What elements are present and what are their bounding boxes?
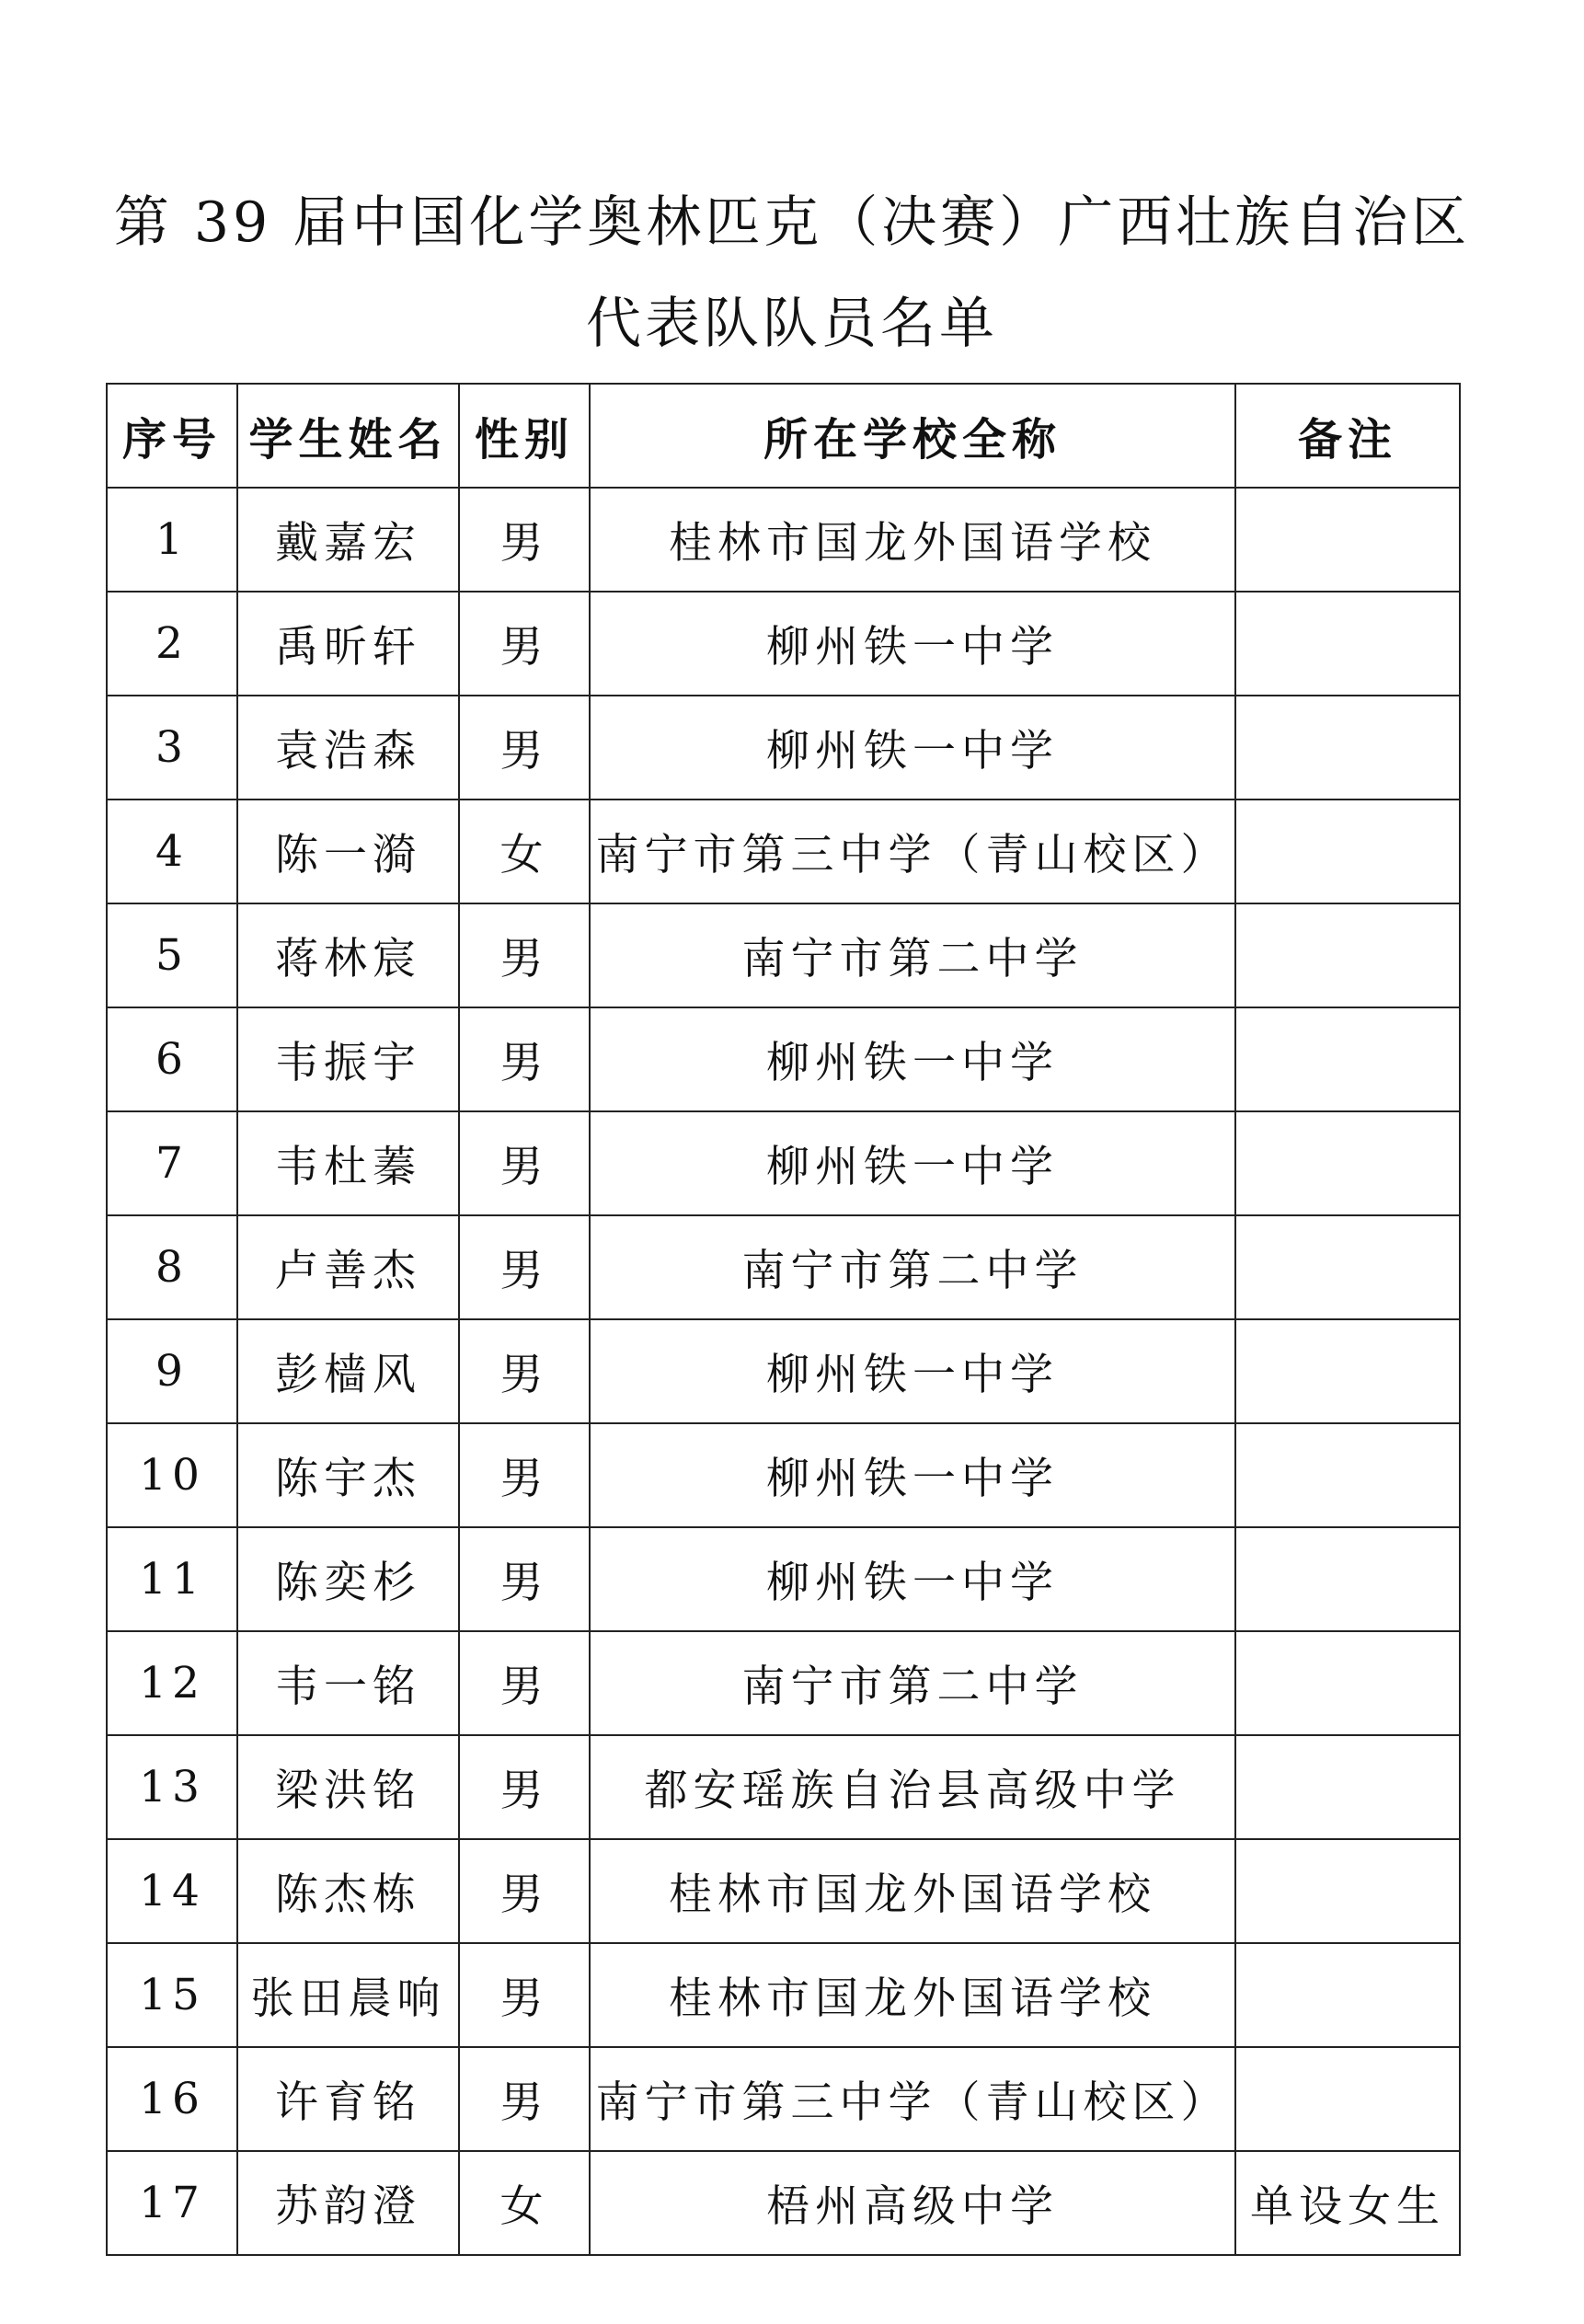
roster-table [106,383,1461,2256]
cell-gender: 男 [459,2047,590,2151]
table-row [107,1215,1460,1319]
cell-gender: 男 [459,1111,590,1215]
cell-school: 柳州铁一中学 [590,1319,1235,1423]
cell-gender: 男 [459,1943,590,2047]
cell-gender: 男 [459,696,590,800]
cell-no: 16 [107,2047,237,2151]
cell-no: 13 [107,1735,237,1839]
cell-note: 单设女生 [1235,2151,1460,2255]
cell-gender: 男 [459,1735,590,1839]
cell-note [1235,488,1460,592]
cell-gender: 男 [459,1007,590,1111]
cell-gender: 男 [459,592,590,696]
document-title-line-2: 代表队队员名单 [586,292,998,356]
table-row [107,1839,1460,1943]
cell-name: 韦一铭 [237,1631,459,1735]
cell-name: 袁浩森 [237,696,459,800]
cell-school: 柳州铁一中学 [590,592,1235,696]
table-row [107,1631,1460,1735]
cell-name: 陈杰栋 [237,1839,459,1943]
table-header-row [107,384,1460,488]
table-row [107,1527,1460,1631]
cell-name: 陈宇杰 [237,1423,459,1527]
cell-note [1235,1631,1460,1735]
cell-gender: 女 [459,800,590,903]
cell-no: 4 [107,800,237,903]
cell-no: 14 [107,1839,237,1943]
table-row [107,1319,1460,1423]
table-row [107,592,1460,696]
table-row [107,1735,1460,1839]
cell-note [1235,800,1460,903]
cell-gender: 男 [459,1839,590,1943]
cell-no: 10 [107,1423,237,1527]
cell-school: 柳州铁一中学 [590,1111,1235,1215]
table-row [107,1423,1460,1527]
table-row [107,2151,1460,2255]
cell-no: 3 [107,696,237,800]
cell-gender: 男 [459,903,590,1007]
cell-note [1235,1423,1460,1527]
document-title-line-1: 第 39 届中国化学奥林匹克（决赛）广西壮族自治区 [113,190,1471,255]
table-row [107,903,1460,1007]
cell-name: 许育铭 [237,2047,459,2151]
cell-school: 南宁市第三中学（青山校区） [590,800,1235,903]
cell-name: 陈一漪 [237,800,459,903]
cell-no: 15 [107,1943,237,2047]
cell-note [1235,903,1460,1007]
cell-name: 卢善杰 [237,1215,459,1319]
cell-name: 蒋林宸 [237,903,459,1007]
cell-name: 禹昕轩 [237,592,459,696]
cell-school: 桂林市国龙外国语学校 [590,488,1235,592]
cell-school: 柳州铁一中学 [590,1527,1235,1631]
header-name: 学生姓名 [237,384,459,488]
cell-no: 1 [107,488,237,592]
cell-no: 6 [107,1007,237,1111]
cell-no: 17 [107,2151,237,2255]
cell-note [1235,1943,1460,2047]
header-school: 所在学校全称 [590,384,1235,488]
header-note: 备注 [1235,384,1460,488]
cell-gender: 男 [459,1423,590,1527]
cell-note [1235,1527,1460,1631]
cell-name: 韦杜蓁 [237,1111,459,1215]
cell-note [1235,1319,1460,1423]
cell-name: 戴嘉宏 [237,488,459,592]
cell-school: 柳州铁一中学 [590,696,1235,800]
cell-school: 都安瑶族自治县高级中学 [590,1735,1235,1839]
cell-no: 9 [107,1319,237,1423]
cell-school: 南宁市第二中学 [590,903,1235,1007]
cell-school: 梧州高级中学 [590,2151,1235,2255]
table-row [107,2047,1460,2151]
cell-note [1235,1839,1460,1943]
cell-school: 桂林市国龙外国语学校 [590,1943,1235,2047]
cell-note [1235,1735,1460,1839]
cell-gender: 女 [459,2151,590,2255]
cell-no: 5 [107,903,237,1007]
cell-school: 桂林市国龙外国语学校 [590,1839,1235,1943]
cell-school: 柳州铁一中学 [590,1007,1235,1111]
cell-name: 韦振宇 [237,1007,459,1111]
cell-note [1235,696,1460,800]
cell-no: 11 [107,1527,237,1631]
cell-no: 8 [107,1215,237,1319]
cell-note [1235,1007,1460,1111]
cell-note [1235,592,1460,696]
table-row [107,488,1460,592]
cell-school: 南宁市第三中学（青山校区） [590,2047,1235,2151]
cell-name: 彭樯风 [237,1319,459,1423]
cell-no: 7 [107,1111,237,1215]
table-row [107,1007,1460,1111]
table-row [107,1943,1460,2047]
header-no: 序号 [107,384,237,488]
cell-no: 12 [107,1631,237,1735]
table-row [107,1111,1460,1215]
cell-gender: 男 [459,1319,590,1423]
cell-gender: 男 [459,1631,590,1735]
cell-gender: 男 [459,488,590,592]
table-row [107,800,1460,903]
cell-name: 陈奕杉 [237,1527,459,1631]
table-row [107,696,1460,800]
cell-note [1235,1111,1460,1215]
cell-school: 南宁市第二中学 [590,1631,1235,1735]
cell-no: 2 [107,592,237,696]
cell-school: 南宁市第二中学 [590,1215,1235,1319]
cell-school: 柳州铁一中学 [590,1423,1235,1527]
cell-name: 张田晨响 [237,1943,459,2047]
cell-gender: 男 [459,1527,590,1631]
cell-note [1235,1215,1460,1319]
cell-name: 梁洪铭 [237,1735,459,1839]
cell-note [1235,2047,1460,2151]
cell-name: 苏韵澄 [237,2151,459,2255]
header-gender: 性别 [459,384,590,488]
cell-gender: 男 [459,1215,590,1319]
